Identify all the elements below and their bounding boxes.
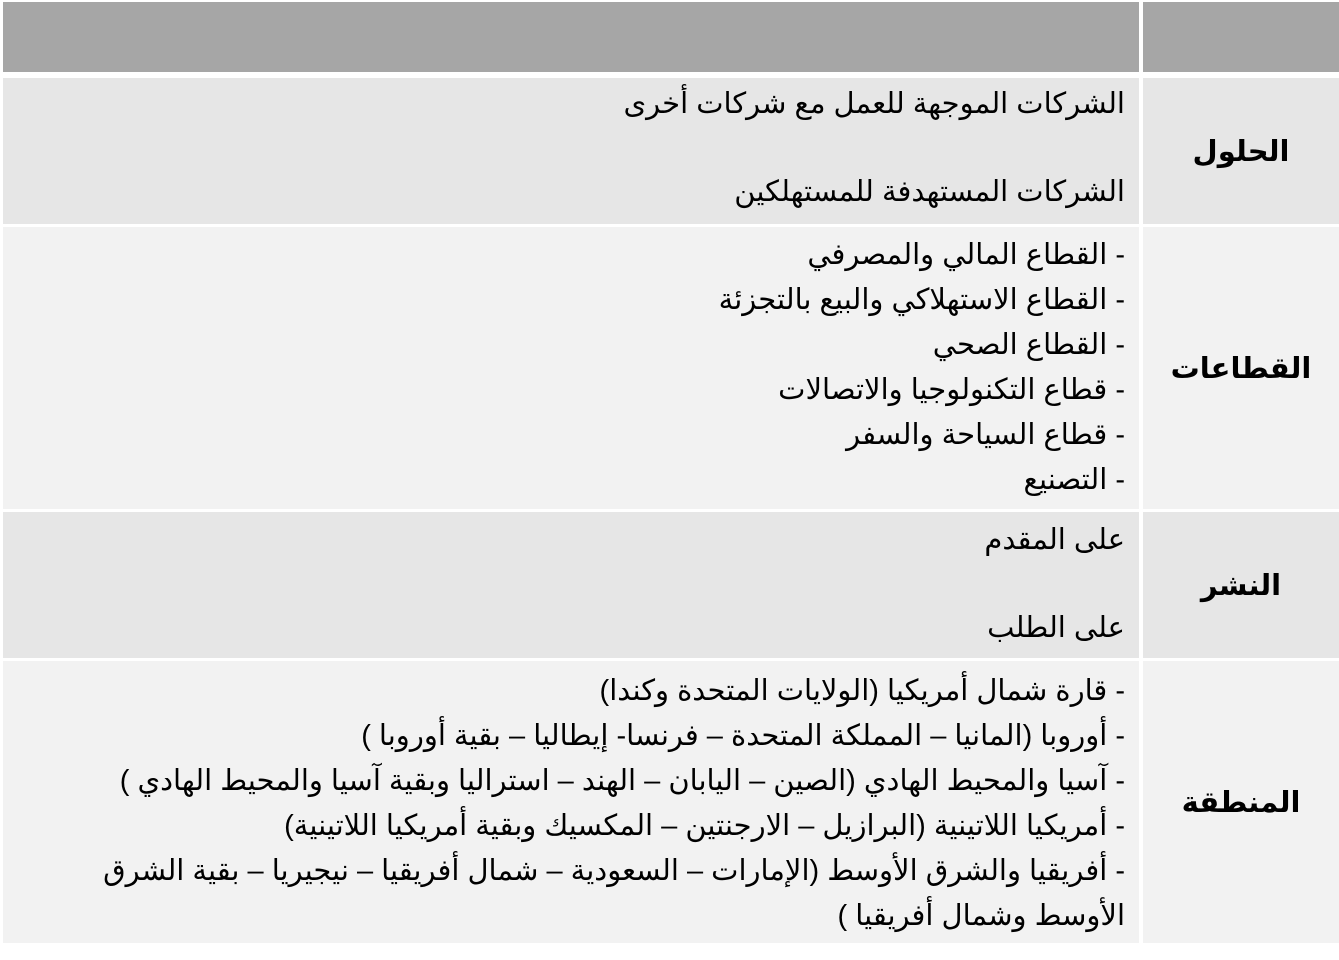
sectors-label-cell: القطاعات — [1143, 227, 1339, 509]
table-row-solutions — [0, 78, 1339, 224]
list-item: - القطاع الاستهلاكي والبيع بالتجزئة — [718, 284, 1125, 316]
list-item: - التصنيع — [1023, 464, 1125, 496]
table-row-region — [0, 661, 1339, 943]
solutions-content-cell — [3, 78, 1139, 224]
region-content-cell — [3, 661, 1139, 943]
list-item: - أفريقيا والشرق الأوسط (الإمارات – السعودية – شمال أفريقيا – نيجيريا – بقية الشرق — [103, 855, 1125, 887]
table-row-sectors — [0, 227, 1339, 509]
list-item: - أوروبا (المانيا – المملكة المتحدة – فرنسا- إيطاليا – بقية أوروبا ) — [361, 720, 1125, 752]
solutions-label-cell: الحلول — [1143, 78, 1339, 224]
list-item: - قطاع التكنولوجيا والاتصالات — [778, 374, 1125, 406]
list-item: الأوسط وشمال أفريقيا ) — [837, 900, 1125, 932]
region-label-cell: المنطقة — [1143, 661, 1339, 943]
deployment-label-cell: النشر — [1143, 512, 1339, 658]
header-content-cell — [3, 2, 1139, 72]
list-item: على الطلب — [987, 612, 1125, 644]
deployment-content-cell — [3, 512, 1139, 658]
header-label-cell — [1143, 2, 1339, 72]
list-item: الشركات الموجهة للعمل مع شركات أخرى — [623, 88, 1125, 120]
table-header-row — [0, 2, 1339, 72]
list-item: - القطاع المالي والمصرفي — [807, 239, 1125, 271]
list-item: - قارة شمال أمريكيا (الولايات المتحدة وكندا) — [599, 675, 1125, 707]
sectors-content-cell — [3, 227, 1139, 509]
list-item: - القطاع الصحي — [932, 329, 1125, 361]
list-item: - آسيا والمحيط الهادي (الصين – اليابان – الهند – استراليا وبقية آسيا والمحيط الهادي ) — [119, 765, 1125, 797]
list-item: - أمريكيا اللاتينية (البرازيل – الارجنتين – المكسيك وبقية أمريكيا اللاتينية) — [284, 810, 1125, 842]
table-row-deployment — [0, 512, 1339, 658]
list-item: الشركات المستهدفة للمستهلكين — [734, 176, 1125, 208]
list-item: على المقدم — [984, 524, 1125, 556]
list-item: - قطاع السياحة والسفر — [846, 419, 1125, 451]
